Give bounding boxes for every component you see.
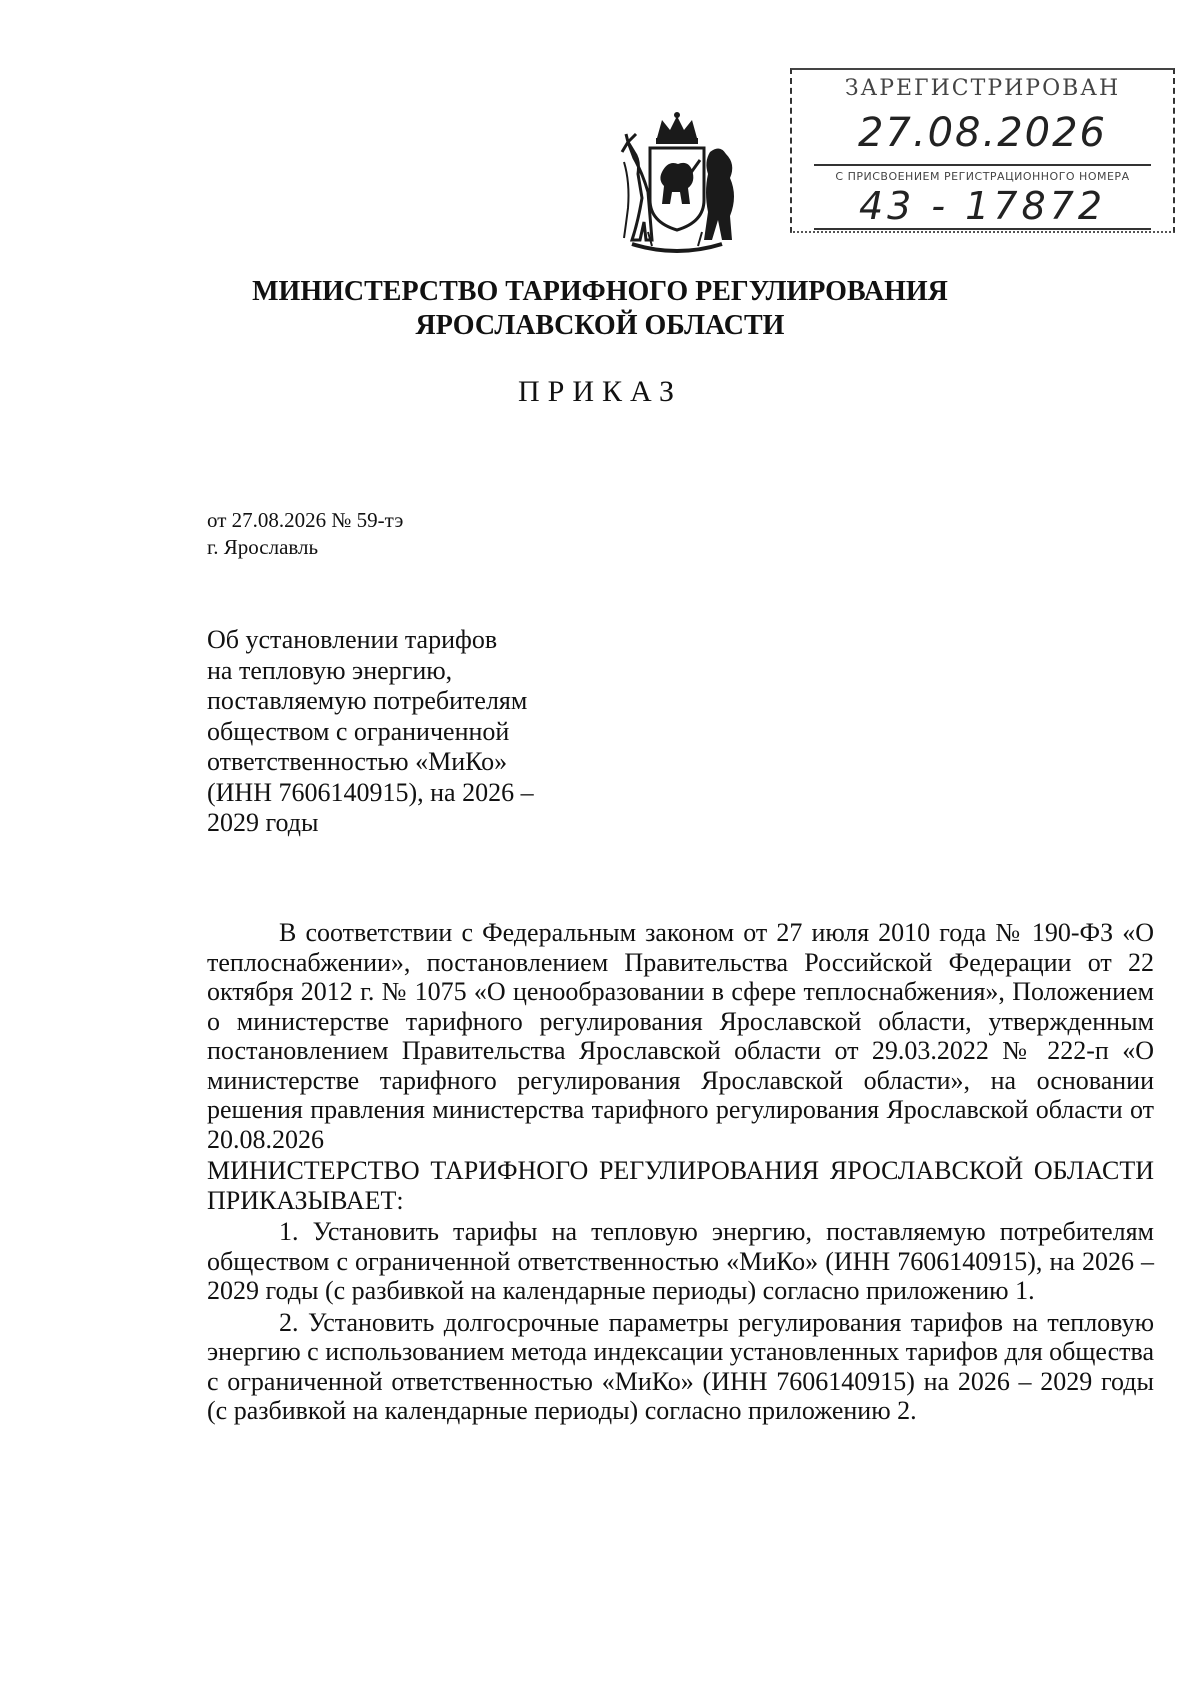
- order-item-1: 1. Установить тарифы на тепловую энергию, поставляемую потребителям обществом с ограниченной ответственностью «МиКо» (ИНН 7606140915), на 2026 – 2029 годы (с разбивкой на календарные периоды) согласно приложению 1.: [207, 1217, 1154, 1305]
- document-meta: [207, 507, 403, 561]
- order-item-2: 2. Установить долгосрочные параметры регулирования тарифов на тепловую энергию с использованием метода индексации установленных тарифов для общества с ограниченной ответственностью «МиКо» (ИНН 7606140915) на 2026 – 2029 годы (с разбивкой на календарные периоды) согласно приложению 2.: [207, 1307, 1154, 1425]
- subject-line: на тепловую энергию,: [207, 655, 453, 685]
- subject-line: (ИНН 7606140915), на 2026 –: [207, 777, 534, 807]
- registration-stamp: [790, 68, 1175, 233]
- document-type: ПРИКАЗ: [518, 375, 682, 408]
- order-body: [207, 918, 1154, 1426]
- stamp-date: 27.08.2026: [857, 110, 1108, 156]
- subject-line: ответственностью «МиКо»: [207, 747, 508, 776]
- ministry-name-line-2: ЯРОСЛАВСКОЙ ОБЛАСТИ: [415, 310, 785, 341]
- subject-line: обществом с ограниченной: [207, 716, 510, 746]
- date-and-number: от 27.08.2026 № 59-тэ: [207, 508, 404, 532]
- city: г. Ярославль: [207, 535, 319, 559]
- directive-paragraph: МИНИСТЕРСТВО ТАРИФНОГО РЕГУЛИРОВАНИЯ ЯРОСЛАВСКОЙ ОБЛАСТИ ПРИКАЗЫВАЕТ:: [207, 1156, 1154, 1215]
- subject-line: поставляемую потребителям: [207, 686, 528, 715]
- ministry-heading: [200, 275, 1000, 343]
- stamp-registration-number: 43 - 17872: [858, 184, 1107, 228]
- stamp-divider: [814, 164, 1151, 166]
- order-subject: [207, 625, 587, 839]
- stamp-caption: С ПРИСВОЕНИЕМ РЕГИСТРАЦИОННОГО НОМЕРА: [835, 170, 1130, 183]
- preamble-paragraph: В соответствии с Федеральным законом от 27 июля 2010 года № 190-ФЗ «О теплоснабжении», постановлением Правительства Российской Федерации от 22 октября 2012 г. № 1075 «О ценообразовании в сфере теплоснабжения», Положением о министерстве тарифного регулирования Ярославской области, утвержденным постановлением Правительства Ярославской области от 29.03.2022 № 222-п «О министерстве тарифного регулирования Ярославской области», на основании решения правления министерства тарифного регулирования Ярославской области от 20.08.2026: [207, 918, 1154, 1154]
- subject-line: 2029 годы: [207, 808, 319, 837]
- subject-line: Об установлении тарифов: [207, 625, 498, 654]
- stamp-divider: [814, 228, 1151, 230]
- stamp-title: ЗАРЕГИСТРИРОВАН: [844, 76, 1121, 101]
- yaroslavl-coat-of-arms-icon: [612, 112, 742, 256]
- ministry-name-line-1: МИНИСТЕРСТВО ТАРИФНОГО РЕГУЛИРОВАНИЯ: [252, 276, 948, 307]
